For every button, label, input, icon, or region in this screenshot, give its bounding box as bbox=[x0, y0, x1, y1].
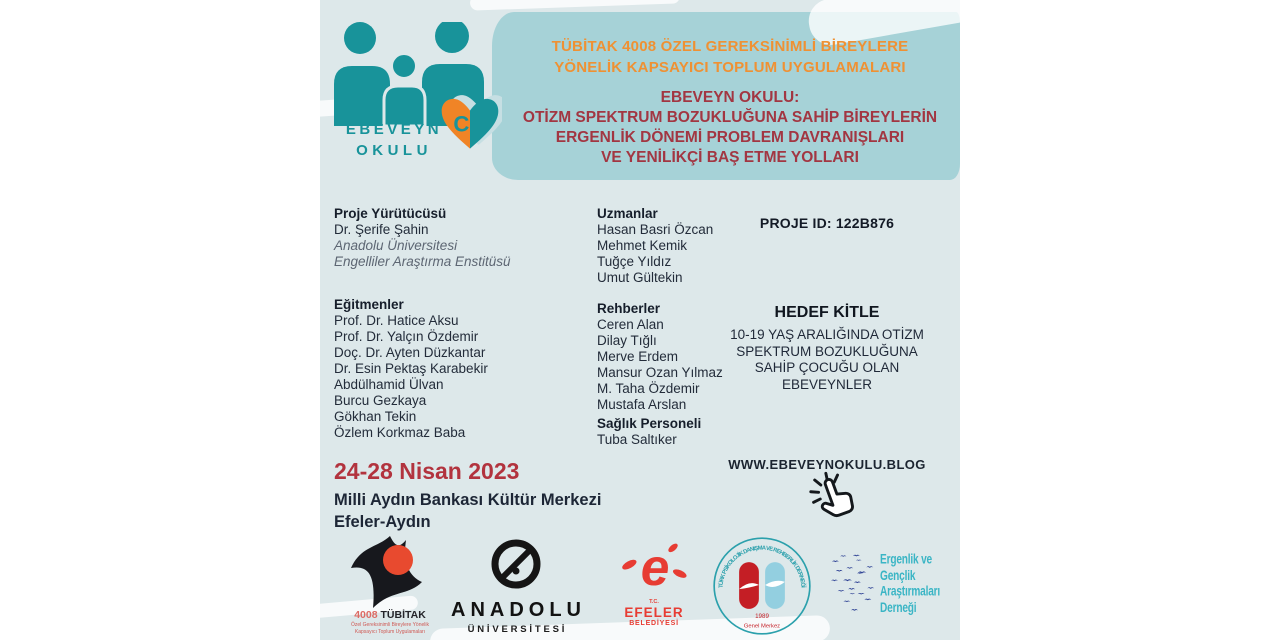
target-audience-line: SPEKTRUM BOZUKLUĞUNA bbox=[736, 343, 918, 359]
program-title-line: TÜBİTAK 4008 ÖZEL GEREKSİNİMLİ BİREYLERE bbox=[551, 38, 909, 55]
person-name: Prof. Dr. Hatice Aksu bbox=[334, 313, 459, 328]
click-hand-icon bbox=[808, 470, 866, 528]
affiliation: Anadolu Üniversitesi bbox=[334, 238, 458, 253]
target-audience-line: EBEVEYNLER bbox=[781, 376, 873, 392]
bird-flock-icon bbox=[828, 552, 876, 614]
main-title-line: ERGENLİK DÖNEMİ PROBLEM DAVRANIŞLARI bbox=[555, 129, 905, 146]
brush-stroke bbox=[470, 0, 680, 11]
program-title-line: YÖNELİK KAPSAYICI TOPLUM UYGULAMALARI bbox=[554, 59, 906, 76]
target-audience bbox=[712, 302, 942, 393]
person-name: Gökhan Tekin bbox=[334, 409, 417, 424]
pdr-year: 1989 bbox=[755, 613, 769, 621]
tubitak-number: 4008 bbox=[354, 609, 378, 621]
anadolu-university-logo bbox=[450, 537, 586, 635]
person-name: Prof. Dr. Yalçın Özdemir bbox=[334, 329, 479, 344]
ergenlik-name-line: Gençlik bbox=[880, 568, 916, 584]
anadolu-emblem-icon bbox=[489, 537, 543, 591]
ergenlik-name-line: Ergenlik ve bbox=[880, 552, 932, 568]
efeler-e-icon bbox=[618, 540, 690, 596]
tubitak-subtitle: Özel Gereksinimli Bireylere Yönelik bbox=[351, 622, 429, 628]
brand-line2: OKULU bbox=[356, 142, 432, 159]
section-heading: Eğitmenler bbox=[334, 297, 404, 312]
ergenlik-name-line: Araştırmaları bbox=[880, 584, 941, 600]
heart-letter: C bbox=[453, 111, 470, 137]
pdr-arc-text: TÜRK PSİKOLOJİK DANIŞMA VE REHBERLİK DERNEĞİ bbox=[718, 545, 806, 589]
brand-wordmark bbox=[336, 121, 452, 159]
efeler-tc: T.C. bbox=[649, 599, 659, 605]
section-heading: HEDEF KİTLE bbox=[774, 304, 880, 321]
person-name: Dr. Esin Pektaş Karabekir bbox=[334, 361, 488, 376]
column-health-staff bbox=[597, 416, 701, 448]
pdr-association-logo bbox=[710, 534, 814, 638]
person-name: Hasan Basri Özcan bbox=[597, 222, 714, 237]
health-staff-list bbox=[597, 432, 701, 448]
section-heading: Rehberler bbox=[597, 301, 661, 316]
person-name: Özlem Korkmaz Baba bbox=[334, 425, 466, 440]
person-name: Tuğçe Yıldız bbox=[597, 254, 672, 269]
person-name: Mehmet Kemik bbox=[597, 238, 688, 253]
person-name: Tuba Saltıker bbox=[597, 432, 677, 447]
efeler-subname: BELEDİYESİ bbox=[629, 620, 679, 627]
affiliation: Engelliler Araştırma Enstitüsü bbox=[334, 254, 511, 269]
program-title bbox=[505, 36, 955, 78]
column-trainers bbox=[334, 297, 488, 441]
person-name: Doç. Dr. Ayten Düzkantar bbox=[334, 345, 486, 360]
person-name: Burcu Gezkaya bbox=[334, 393, 427, 408]
person-name: Merve Erdem bbox=[597, 349, 679, 364]
main-title bbox=[505, 88, 955, 168]
column-experts bbox=[597, 206, 713, 286]
section-heading: Sağlık Personeli bbox=[597, 416, 702, 431]
brand-line1: EBEVEYN bbox=[345, 121, 443, 138]
tubitak-star-icon bbox=[346, 534, 434, 610]
person-name: Dr. Şerife Şahin bbox=[334, 222, 429, 237]
efeler-name: EFELER bbox=[624, 605, 684, 620]
target-audience-line: SAHİP ÇOCUĞU OLAN bbox=[754, 360, 900, 375]
target-audience-line: 10-19 YAŞ ARALIĞINDA OTİZM bbox=[730, 327, 924, 342]
efeler-municipality-logo bbox=[608, 540, 700, 627]
pdr-bottom-text: Genel Merkez bbox=[743, 623, 781, 630]
main-title-line: VE YENİLİKÇİ BAŞ ETME YOLLARI bbox=[601, 149, 859, 166]
ergenlik-wordmark bbox=[880, 552, 940, 616]
column-guides bbox=[597, 301, 723, 413]
section-heading: Proje Yürütücüsü bbox=[334, 206, 447, 221]
svg-text:TÜRK PSİKOLOJİK DANIŞMA VE REH bbox=[718, 546, 808, 589]
tubitak-subtitle: Kapsayıcı Toplum Uygulamaları bbox=[354, 629, 426, 635]
event-venue: Milli Aydın Bankası Kültür Merkezi bbox=[334, 491, 602, 509]
target-audience-lines bbox=[712, 327, 942, 393]
main-title-line: EBEVEYN OKULU: bbox=[660, 89, 800, 106]
event-poster bbox=[320, 0, 960, 640]
person-name: Abdülhamid Ülvan bbox=[334, 377, 444, 392]
trainer-list bbox=[334, 313, 488, 441]
person-name: M. Taha Özdemir bbox=[597, 381, 700, 396]
tubitak-name: TÜBİTAK bbox=[380, 609, 426, 621]
ergenlik-name-line: Derneği bbox=[880, 600, 917, 616]
anadolu-name: ANADOLU bbox=[451, 599, 586, 621]
expert-list bbox=[597, 222, 713, 286]
guide-list bbox=[597, 317, 723, 413]
person-name: Mustafa Arslan bbox=[597, 397, 687, 412]
event-date: 24-28 Nisan 2023 bbox=[334, 458, 520, 484]
section-heading: Uzmanlar bbox=[597, 206, 658, 221]
tubitak-wordmark bbox=[330, 609, 450, 621]
person-name: Ceren Alan bbox=[597, 317, 664, 332]
person-name: Mansur Ozan Yılmaz bbox=[597, 365, 723, 380]
tubitak-4008-logo bbox=[330, 534, 450, 638]
person-name: Dilay Tığlı bbox=[597, 333, 657, 348]
efeler-mark: e bbox=[640, 540, 670, 596]
anadolu-subname: ÜNİVERSİTESİ bbox=[467, 624, 568, 635]
person-name: Umut Gültekin bbox=[597, 270, 683, 285]
event-details bbox=[334, 457, 601, 533]
website-link[interactable]: WWW.EBEVEYNOKULU.BLOG bbox=[728, 457, 926, 472]
project-id: PROJE ID: 122B876 bbox=[759, 215, 895, 231]
column-project-lead bbox=[334, 206, 511, 270]
event-city: Efeler-Aydın bbox=[334, 513, 431, 531]
ergenlik-association-logo bbox=[828, 546, 956, 626]
main-title-line: OTİZM SPEKTRUM BOZUKLUĞUNA SAHİP BİREYLERİN bbox=[522, 109, 938, 126]
